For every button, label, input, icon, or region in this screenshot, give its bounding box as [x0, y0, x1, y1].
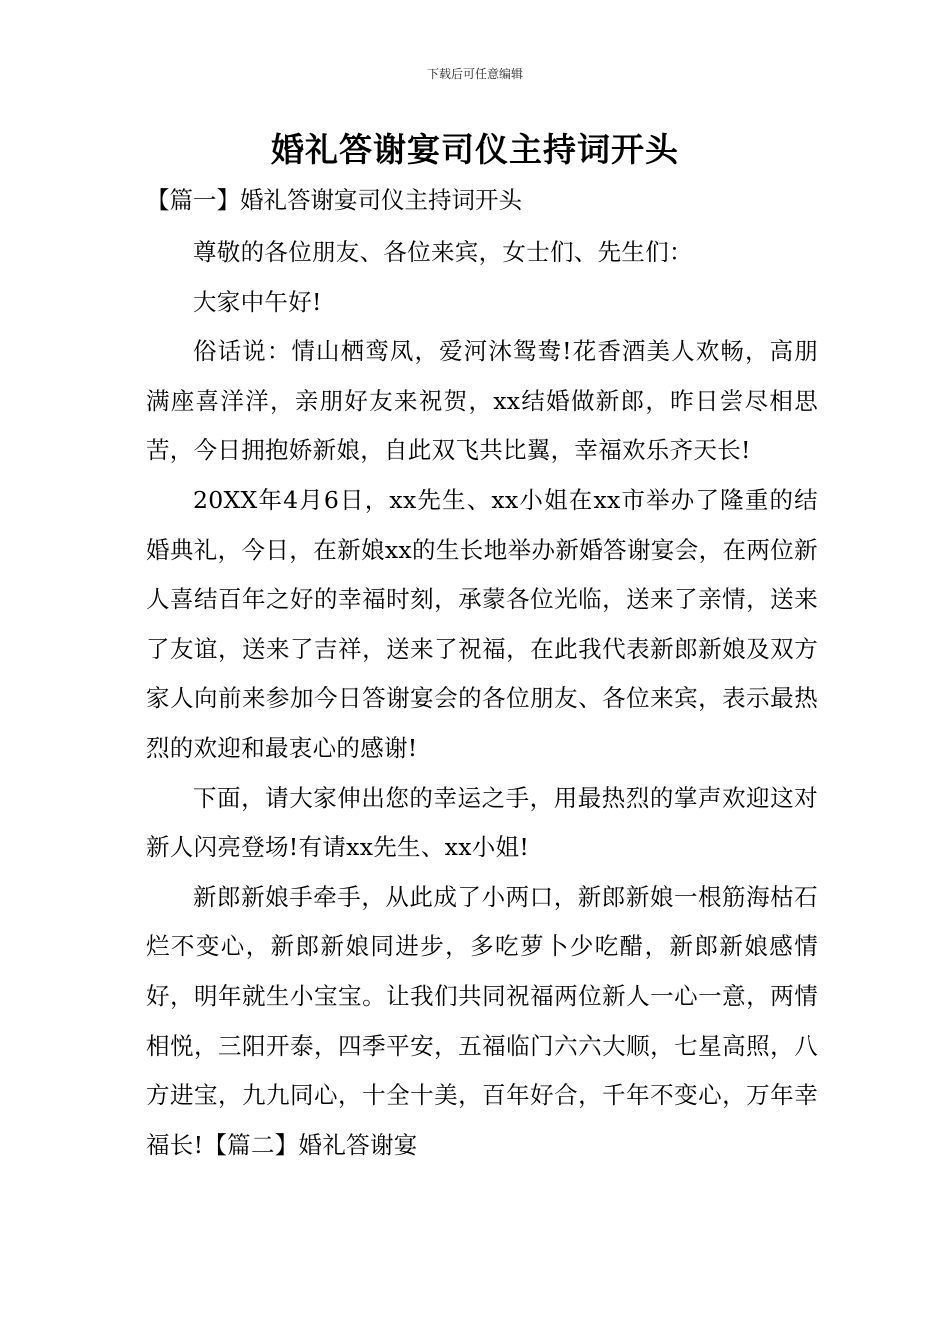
paragraph-ceremony: 20XX年4月6日，xx先生、xx小姐在xx市举办了隆重的结婚典礼，今日，在新娘xx的生长地举办新婚答谢宴会，在两位新人喜结百年之好的幸福时刻，承蒙各位光临，送来了亲情，送来了友谊，送来了吉祥，送来了祝福，在此我代表新郎新娘及双方家人向前来参加今日答谢宴会的各位朋友、各位来宾，表示最热烈的欢迎和最衷心的感谢!: [146, 485, 818, 762]
paragraph-greeting: 尊敬的各位朋友、各位来宾，女士们、先生们：: [193, 238, 693, 266]
document-title: 婚礼答谢宴司仪主持词开头: [271, 130, 679, 169]
paragraph-proverb: 俗话说：情山栖鸾凤，爱河沐鸳鸯!花香酒美人欢畅，高朋满座喜洋洋，亲朋好友来祝贺，xx结婚做新郎，昨日尝尽相思苦，今日拥抱娇新娘，自此双飞共比翼，幸福欢乐齐天长!: [146, 337, 818, 465]
document-body: [146, 228, 818, 1170]
header-note: 下载后可任意编辑: [426, 67, 523, 81]
section-heading: 【篇一】婚礼答谢宴司仪主持词开头: [146, 186, 522, 214]
paragraph-good-noon: 大家中午好!: [193, 287, 322, 316]
paragraph-invitation: 下面，请大家伸出您的幸运之手，用最热烈的掌声欢迎这对新人闪亮登场!有请xx先生、xx小姐!: [146, 783, 818, 862]
paragraph-blessing: 新郎新娘手牵手，从此成了小两口，新郎新娘一根筋海枯石烂不变心，新郎新娘同进步，多吃萝卜少吃醋，新郎新娘感情好，明年就生小宝宝。让我们共同祝福两位新人一心一意，两情相悦，三阳开泰，四季平安，五福临门六六大顺，七星高照，八方进宝，九九同心，十全十美，百年好合，千年不变心，万年幸福长!【篇二】婚礼答谢宴: [146, 882, 818, 1159]
